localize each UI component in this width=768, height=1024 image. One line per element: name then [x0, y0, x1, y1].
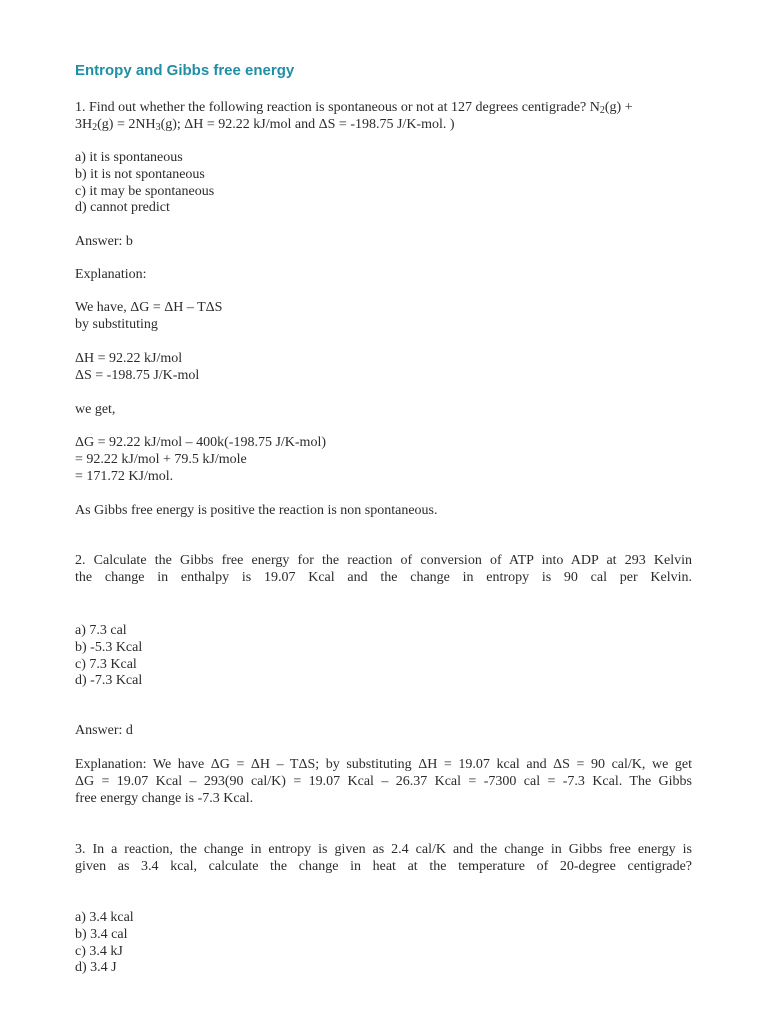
option-b: b) it is not spontaneous	[75, 166, 205, 182]
explanation-calculation: ΔG = 92.22 kJ/mol – 400k(-198.75 J/K-mol) = 92.22 kJ/mol + 79.5 kJ/mole = 171.72 KJ/mol.	[75, 435, 327, 484]
question-1-answer: Answer: b	[75, 234, 133, 249]
option-a: a) 7.3 cal	[75, 623, 127, 638]
question-1-explanation-label: Explanation:	[75, 267, 147, 282]
option-a: a) it is spontaneous	[75, 150, 183, 165]
option-a: a) 3.4 kcal	[75, 910, 134, 925]
question-3-text: 3. In a reaction, the change in entropy is given as 2.4 cal/K and the change in Gibbs free energy is given as 3.4 kcal, calculate the change in heat at the temperature of 20-degree centigrade?	[75, 842, 692, 874]
question-1-text: 1. Find out whether the following reaction is spontaneous or not at 127 degrees centigrade? $N_2(g)$ + $3H_2(g) = 2NH_3(g)$; ΔH = 92.22 kJ/mol and ΔS = -198.75 J/K-mol. )	[75, 100, 633, 133]
option-d: d) cannot predict	[75, 200, 170, 216]
question-2-options	[75, 623, 692, 690]
explanation-we-get: we get,	[75, 402, 116, 417]
document-title: Entropy and Gibbs free energy	[75, 62, 295, 79]
option-c: c) 3.4 kJ	[75, 943, 123, 959]
question-2-text: 2. Calculate the Gibbs free energy for the reaction of conversion of ATP into ADP at 293 Kelvin the change in enthalpy is 19.07 Kcal and the change in entropy is 90 cal per Kelvin.	[75, 553, 692, 585]
option-d: d) -7.3 Kcal	[75, 673, 143, 689]
option-b: b) 3.4 cal	[75, 926, 128, 942]
question-2-explanation: Explanation: We have ΔG = ΔH – TΔS; by substituting ΔH = 19.07 kcal and ΔS = 90 cal/K, we get ΔG = 19.07 Kcal – 293(90 cal/K) = 19.07 Kcal – 26.37 Kcal = -7300 cal = -7.3 Kcal. The Gibbs free energy change is -7.3 Kcal.	[75, 757, 692, 806]
option-b: b) -5.3 Kcal	[75, 639, 143, 655]
explanation-values: ΔH = 92.22 kJ/mol ΔS = -198.75 J/K-mol	[75, 351, 200, 383]
option-c: c) it may be spontaneous	[75, 183, 215, 199]
question-2-answer: Answer: d	[75, 723, 133, 738]
option-d: d) 3.4 J	[75, 960, 117, 976]
question-3-options	[75, 910, 692, 977]
question-1-options	[75, 150, 692, 217]
question-1-conclusion: As Gibbs free energy is positive the reaction is non spontaneous.	[75, 503, 438, 518]
option-c: c) 7.3 Kcal	[75, 656, 137, 672]
explanation-formula: We have, ΔG = ΔH – TΔS by substituting	[75, 300, 223, 332]
